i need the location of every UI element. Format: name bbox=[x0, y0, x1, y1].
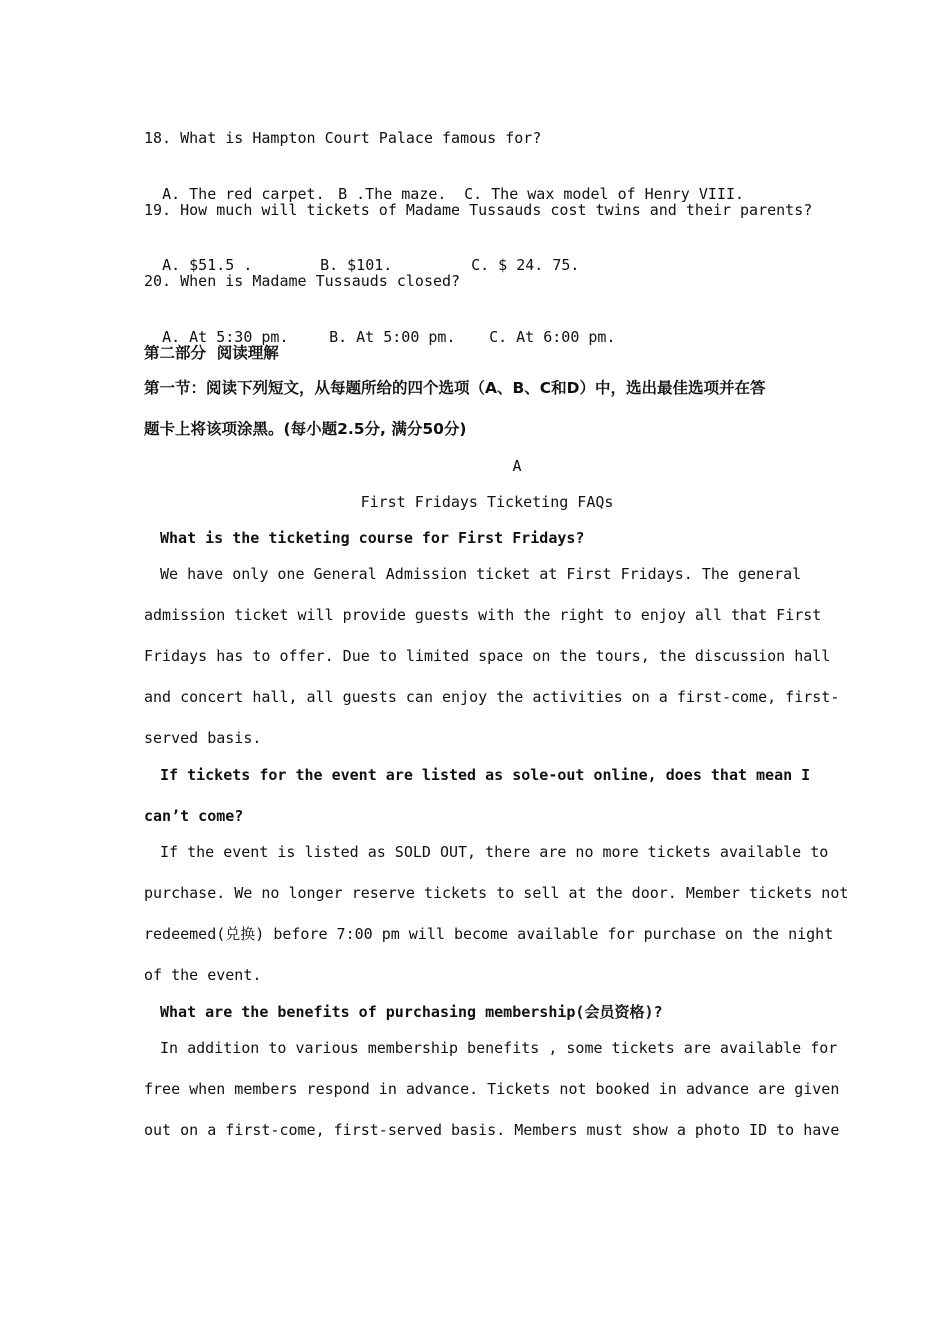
answer-line: In addition to various membership benefits , some tickets are available for bbox=[160, 1039, 838, 1057]
passage-title: First Fridays Ticketing FAQs bbox=[360, 493, 614, 511]
option-c: C. $ 24. 75. bbox=[471, 256, 580, 274]
answer-line: redeemed(兑换) before 7:00 pm will become available for purchase on the night bbox=[144, 925, 834, 943]
faq-answer-2 bbox=[144, 842, 849, 1006]
answer-line: purchase. We no longer reserve tickets to sell at the door. Member tickets not bbox=[144, 884, 849, 902]
answer-line: served basis. bbox=[144, 729, 262, 747]
answer-line: and concert hall, all guests can enjoy the activities on a first-come, first- bbox=[144, 688, 840, 706]
answer-line: admission ticket will provide guests with the right to enjoy all that First bbox=[144, 606, 822, 624]
faq-question-2: If tickets for the event are listed as sole-out online, does that mean I bbox=[160, 766, 811, 784]
part2-instruction-line2: 题卡上将该项涂黑。(每小题2.5分, 满分50分) bbox=[144, 420, 467, 438]
question-20-stem: 20. When is Madame Tussauds closed? bbox=[144, 272, 461, 290]
answer-line: We have only one General Admission ticket at First Fridays. The general bbox=[160, 565, 802, 583]
option-a: A. At 5:30 pm. bbox=[162, 328, 289, 346]
answer-line: Fridays has to offer. Due to limited space on the tours, the discussion hall bbox=[144, 647, 831, 665]
option-c: C. At 6:00 pm. bbox=[489, 328, 616, 346]
option-a: A. The red carpet. bbox=[162, 185, 325, 203]
part2-title: 第二部分 阅读理解 bbox=[144, 344, 279, 362]
faq-answer-1 bbox=[144, 564, 840, 769]
faq-answer-3 bbox=[144, 1038, 840, 1161]
question-20-options bbox=[144, 307, 616, 347]
option-c: C. The wax model of Henry VIII. bbox=[464, 185, 745, 203]
answer-line: free when members respond in advance. Tickets not booked in advance are given bbox=[144, 1080, 840, 1098]
passage-label: A bbox=[512, 457, 522, 475]
faq-question-1: What is the ticketing course for First Fridays? bbox=[160, 529, 585, 547]
faq-question-2-cont: can’t come? bbox=[144, 807, 244, 825]
part2-instruction-line1: 第一节：阅读下列短文，从每题所给的四个选项（A、B、C和D）中，选出最佳选项并在答 bbox=[144, 379, 766, 397]
answer-line: of the event. bbox=[144, 966, 262, 984]
question-18-stem: 18. What is Hampton Court Palace famous for? bbox=[144, 129, 542, 147]
question-18-options bbox=[144, 164, 744, 204]
question-19-stem: 19. How much will tickets of Madame Tussauds cost twins and their parents? bbox=[144, 201, 813, 219]
faq-question-3: What are the benefits of purchasing membership(会员资格)? bbox=[160, 1003, 663, 1021]
answer-line: out on a first-come, first-served basis. Members must show a photo ID to have bbox=[144, 1121, 840, 1139]
option-b: B. At 5:00 pm. bbox=[329, 328, 456, 346]
answer-line: If the event is listed as SOLD OUT, there are no more tickets available to bbox=[160, 843, 829, 861]
question-19-options bbox=[144, 235, 579, 275]
option-b: B. $101. bbox=[320, 256, 393, 274]
option-a: A. $51.5 . bbox=[162, 256, 253, 274]
option-b: B .The maze. bbox=[338, 185, 447, 203]
